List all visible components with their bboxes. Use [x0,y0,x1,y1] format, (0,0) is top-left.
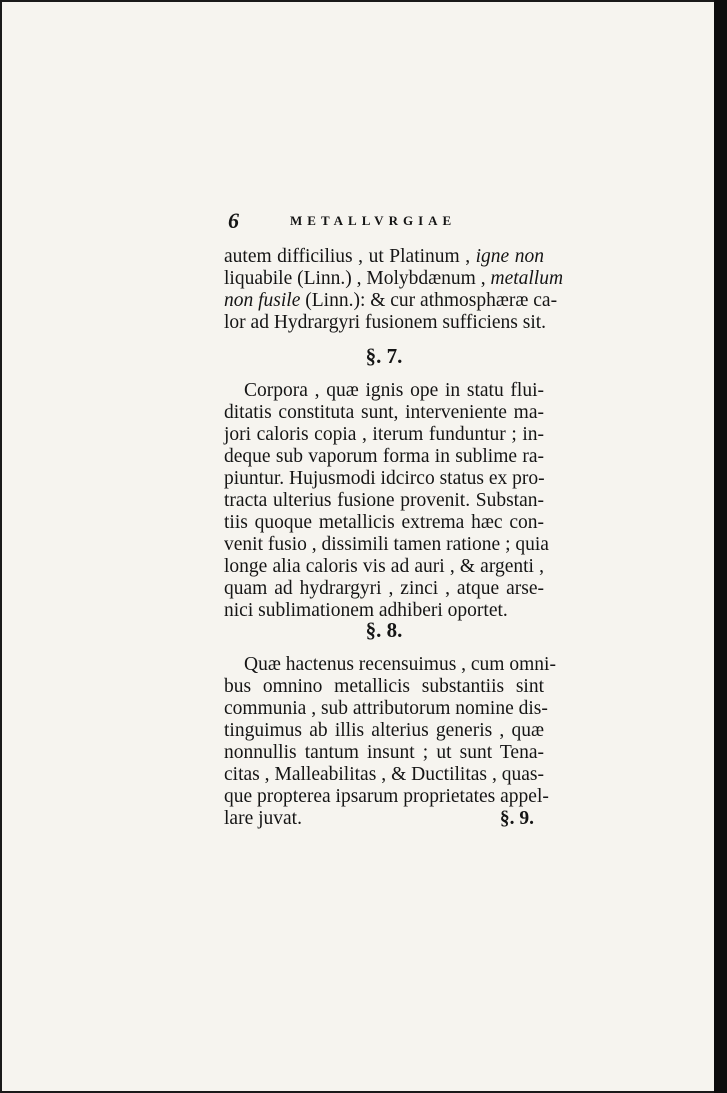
text-line: liquabile (Linn.) , Molybdænum , metallum [224,268,564,289]
text-line: que propterea ipsarum proprietates appel- [224,786,549,807]
text-line: tiis quoque metallicis extrema hæc con- [224,512,544,533]
text-line: tracta ulterius fusione provenit. Substan- [224,490,544,511]
text-line: venit fusio , dissimili tamen ratione ; quia [224,534,549,555]
text-line: quam ad hydrargyri , zinci , atque arse- [224,578,544,599]
final-line [224,808,544,830]
book-page [2,2,714,1091]
text-line: Corpora , quæ ignis ope in statu flui- [244,380,544,401]
paragraph-continuation [224,246,564,334]
paragraph-section-8 [224,654,556,830]
text-line: piuntur. Hujusmodi idcirco status ex pro- [224,468,545,489]
scan-border [714,0,727,1093]
text-line: citas , Malleabilitas , & Ductilitas , quas- [224,764,544,785]
text-line: ditatis constituta sunt, interveniente ma- [224,402,544,423]
text-line: deque sub vaporum forma in sublime ra- [224,446,544,467]
section-heading-8: §. 8. [365,618,403,642]
text-line: lor ad Hydrargyri fusionem sufficiens sit. [224,312,547,333]
paragraph-section-7 [224,380,549,622]
section-heading-7: §. 7. [365,344,403,368]
text-line: autem difficilius , ut Platinum , igne non [224,246,544,267]
text-line: non fusile (Linn.): & cur athmosphæræ ca- [224,290,558,311]
text-line: bus omnino metallicis substantiis sint [224,676,544,697]
text-line: Quæ hactenus recensuimus , cum omni- [244,654,556,675]
final-line-text: lare juvat. [224,808,302,829]
text-line: longe alia caloris vis ad auri , & argenti , [224,556,544,577]
text-line: jori caloris copia , iterum funduntur ; in- [224,424,544,445]
page-number: 6 [228,208,239,233]
running-title: METALLVRGIAE [290,213,457,228]
text-line: nici sublimationem adhiberi oportet. [224,600,508,621]
page-header [228,208,488,238]
text-line: nonnullis tantum insunt ; ut sunt Tena- [224,742,544,763]
text-line: communia , sub attributorum nomine dis- [224,698,548,719]
text-line: tinguimus ab illis alterius generis , quæ [224,720,544,741]
catchword-section-9: §. 9. [499,808,534,829]
